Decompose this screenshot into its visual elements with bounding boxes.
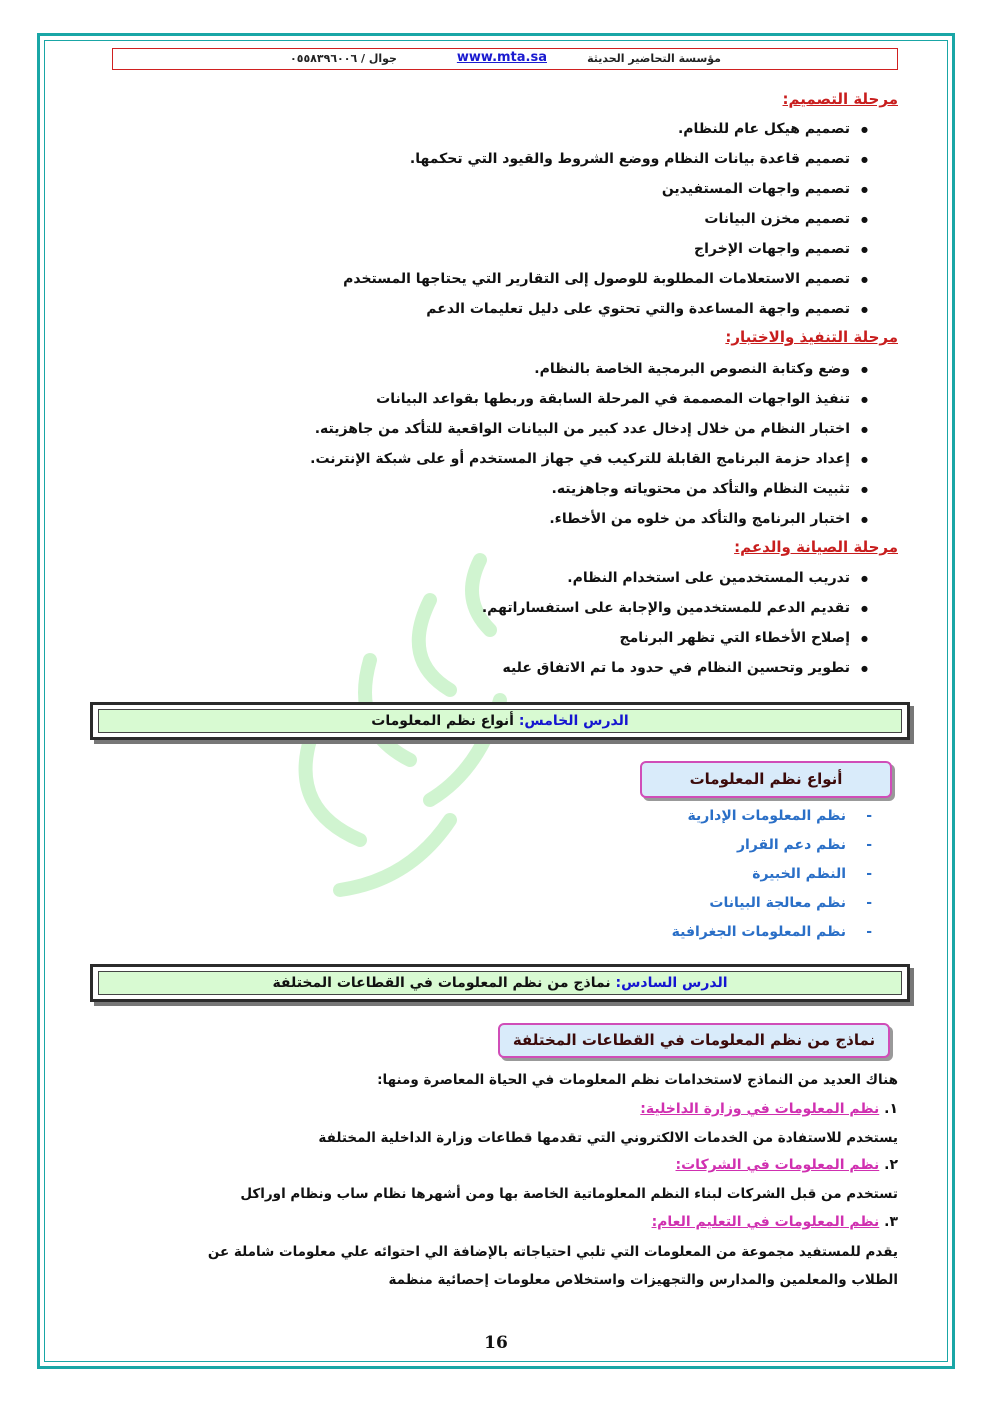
types-list — [88, 802, 898, 947]
types-heading-box: أنواع نظم المعلومات — [640, 761, 892, 798]
list-item: ● تثبيت النظام والتأكد من محتوياته وجاهزيته. — [88, 474, 898, 504]
maintenance-phase-title: مرحلة الصيانة والدعم: — [734, 538, 898, 556]
example-three-text-line2: الطلاب والمعلمين والمدارس والتجهيزات واستخلاص معلومات إحصائية منظمة — [388, 1272, 898, 1288]
lesson-five-banner-inner — [98, 709, 902, 733]
lesson-five-label: الدرس الخامس: — [518, 713, 629, 729]
list-item: ● تقديم الدعم للمستخدمين والإجابة على استفساراتهم. — [88, 593, 898, 623]
list-item: ● تصميم واجهات المستفيدين — [88, 174, 898, 204]
design-phase-list — [88, 114, 898, 324]
list-item: ● اختبار البرنامج والتأكد من خلوه من الأخطاء. — [88, 504, 898, 534]
implementation-phase-list — [88, 354, 898, 534]
example-one-heading: ١. نظم المعلومات في وزارة الداخلية: — [640, 1101, 898, 1117]
list-item: ● تصميم واجهات الإخراج — [88, 234, 898, 264]
lesson-six-label: الدرس السادس: — [615, 975, 728, 991]
list-item: - النظم الخبيرة — [88, 860, 898, 889]
list-item: ● تنفيذ الواجهات المصممة في المرحلة السابقة وربطها بقواعد البيانات — [88, 384, 898, 414]
example-three-heading: ٣. نظم المعلومات في التعليم العام: — [651, 1214, 898, 1230]
examples-intro: هناك العديد من النماذج لاستخدامات نظم المعلومات في الحياة المعاصرة ومنها: — [377, 1072, 898, 1088]
list-item: ● تصميم قاعدة بيانات النظام ووضع الشروط والقيود التي تحكمها. — [88, 144, 898, 174]
lesson-six-banner — [90, 964, 910, 1002]
header-site-link[interactable]: www.mta.sa — [456, 50, 547, 65]
list-item: - نظم دعم القرار — [88, 831, 898, 860]
lesson-six-title: نماذج من نظم المعلومات في القطاعات المختلفة — [272, 975, 611, 991]
list-item: - نظم معالجة البيانات — [88, 889, 898, 918]
list-item: - نظم المعلومات الجغرافية — [88, 918, 898, 947]
list-item: ● تصميم هيكل عام للنظام. — [88, 114, 898, 144]
implementation-phase-title: مرحلة التنفيذ والاختبار: — [725, 328, 898, 346]
list-item: ● تصميم واجهة المساعدة والتي تحتوي على دليل تعليمات الدعم — [88, 294, 898, 324]
list-item: - نظم المعلومات الإدارية — [88, 802, 898, 831]
list-item: ● تطوير وتحسين النظام في حدود ما تم الاتفاق عليه — [88, 653, 898, 683]
list-item: ● تصميم الاستعلامات المطلوبة للوصول إلى التقارير التي يحتاجها المستخدم — [88, 264, 898, 294]
list-item: ● تدريب المستخدمين على استخدام النظام. — [88, 563, 898, 593]
header-phone: جوال / ٠٥٥٨٣٩٦٠٠٦ — [290, 52, 397, 65]
example-one-text: يستخدم للاستفادة من الخدمات الالكتروني التي تقدمها قطاعات وزارة الداخلية المختلفة — [318, 1130, 898, 1146]
page-number: 16 — [484, 1333, 508, 1353]
lesson-five-banner — [90, 702, 910, 740]
design-phase-title: مرحلة التصميم: — [782, 90, 898, 108]
lesson-six-banner-inner — [98, 971, 902, 995]
list-item: ● تصميم مخزن البيانات — [88, 204, 898, 234]
header-org: مؤسسة التحاضير الحديثة — [587, 52, 721, 65]
list-item: ● إصلاح الأخطاء التي تظهر البرنامج — [88, 623, 898, 653]
page-header — [112, 48, 898, 70]
maintenance-phase-list — [88, 563, 898, 683]
list-item: ● إعداد حزمة البرنامج القابلة للتركيب في جهاز المستخدم أو على شبكة الإنترنت. — [88, 444, 898, 474]
list-item: ● وضع وكتابة النصوص البرمجية الخاصة بالنظام. — [88, 354, 898, 384]
list-item: ● اختبار النظام من خلال إدخال عدد كبير من البيانات الواقعية للتأكد من جاهزيته. — [88, 414, 898, 444]
example-two-heading: ٢. نظم المعلومات في الشركات: — [675, 1157, 898, 1173]
example-two-text: تستخدم من قبل الشركات لبناء النظم المعلوماتية الخاصة بها ومن أشهرها نظام ساب ونظام اوراكل — [240, 1186, 898, 1202]
examples-heading-box: نماذج من نظم المعلومات في القطاعات المختلفة — [498, 1023, 890, 1058]
example-three-text-line1: يقدم للمستفيد مجموعة من المعلومات التي تلبي احتياجاته بالإضافة الي احتوائه علي معلومات شاملة عن — [207, 1244, 898, 1260]
lesson-five-title: أنواع نظم المعلومات — [371, 713, 514, 729]
